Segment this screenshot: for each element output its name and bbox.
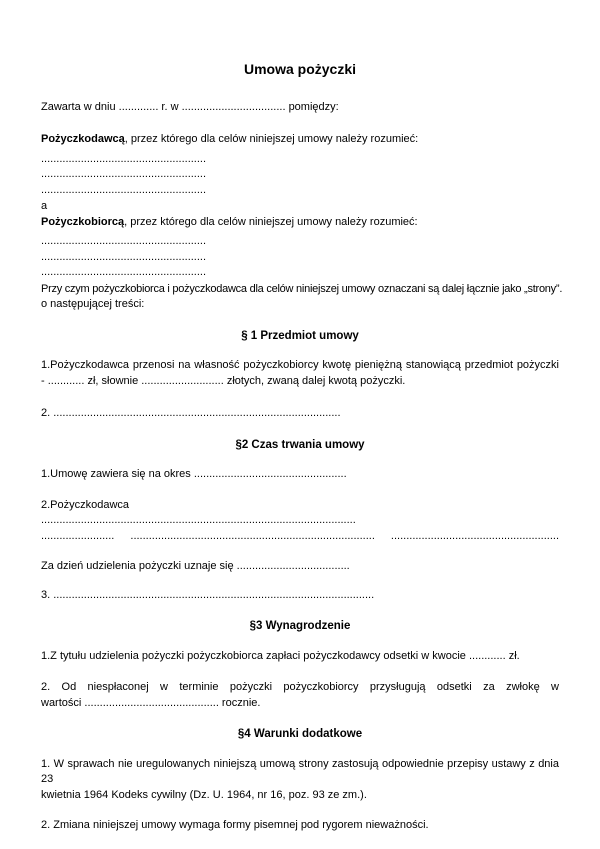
borrower-term: Pożyczkobiorcą <box>41 215 125 228</box>
conjunction: a <box>41 200 48 212</box>
dotted-fill-segment: ........................ <box>41 529 115 542</box>
lender-definition-line <box>41 132 559 148</box>
section-1-clause-1-line-1: 1.Pożyczkodawca przenosi na własność pożyczkobiorcy kwotę pieniężną stanowiącą przedmiot pożyczki <box>41 359 559 371</box>
section-2-clause-1: 1.Umowę zawiera się na okres .................................................. <box>41 468 347 480</box>
preamble-close: o następującej treści: <box>41 298 145 310</box>
section-4-clause-1-line-1: 1. W sprawach nie uregulowanych niniejszą umową strony zastosują odpowiednie przepisy ustawy z dnia 23 <box>41 757 559 785</box>
section-1-clause-2: 2. .............................................................................................. <box>41 407 341 419</box>
blank-line: ...................................................... <box>41 266 207 278</box>
lender-blanks <box>41 152 559 199</box>
section-4-clause-2: 2. Zmiana niniejszej umowy wymaga formy pisemnej pod rygorem nieważności. <box>41 819 429 831</box>
section-2-clause-2-fill-line-justified <box>41 529 559 545</box>
blank-line: ...................................................... <box>41 168 207 180</box>
borrower-blanks <box>41 234 559 281</box>
blank-line: ...................................................... <box>41 183 207 196</box>
section-2-clause-4: 3. ......................................................................................................... <box>41 588 375 601</box>
dotted-fill-segment: ................................................................................ <box>130 529 375 542</box>
section-3-clause-2-line-1: 2. Od niespłaconej w terminie pożyczki pożyczkobiorcy przysługują odsetki za zwłokę w <box>41 681 559 693</box>
section-3-heading: §3 Wynagrodzenie <box>249 620 351 632</box>
section-2-heading: §2 Czas trwania umowy <box>235 438 365 451</box>
section-2-clause-2-intro: 2.Pożyczkodawca <box>41 498 130 511</box>
section-3-clause-2-line-2: wartości ............................................ rocznie. <box>41 696 261 709</box>
lender-term: Pożyczkodawcą <box>41 133 125 145</box>
dotted-fill-segment: ....................................................... <box>390 529 560 542</box>
document-title: Umowa pożyczki <box>243 61 357 77</box>
opening-line: Zawarta w dniu ............. r. w .................................. pomiędzy: <box>41 100 339 113</box>
blank-line: ...................................................... <box>41 152 207 165</box>
borrower-definition-text: , przez którego dla celów niniejszej umowy należy rozumieć: <box>124 215 418 228</box>
parties-clause: Przy czym pożyczkobiorca i pożyczkodawca dla celów niniejszej umowy oznaczani są dalej łącznie jako „strony”. <box>41 282 563 295</box>
section-1-heading: § 1 Przedmiot umowy <box>241 329 359 342</box>
blank-line: ...................................................... <box>41 235 207 247</box>
section-4-clause-1-line-2: kwietnia 1964 Kodeks cywilny (Dz. U. 1964, nr 16, poz. 93 ze zm.). <box>41 788 367 801</box>
section-3-clause-1: 1.Z tytułu udzielenia pożyczki pożyczkobiorca zapłaci pożyczkodawcy odsetki w kwocie ............ zł. <box>41 649 520 662</box>
section-2-clause-2-fill-line: ....................................................................................................... <box>41 514 356 526</box>
blank-line: ...................................................... <box>41 250 207 263</box>
section-1-clause-1-line-2: - ............ zł, słownie ........................... złotych, zwaną dalej kwotą pożyczki. <box>41 374 406 387</box>
section-2-clause-3: Za dzień udzielenia pożyczki uznaje się ..................................... <box>41 560 350 572</box>
borrower-definition-line <box>41 215 559 231</box>
lender-definition-text: , przez którego dla celów niniejszej umowy należy rozumieć: <box>124 133 419 145</box>
section-4-heading: §4 Warunki dodatkowe <box>237 728 363 740</box>
